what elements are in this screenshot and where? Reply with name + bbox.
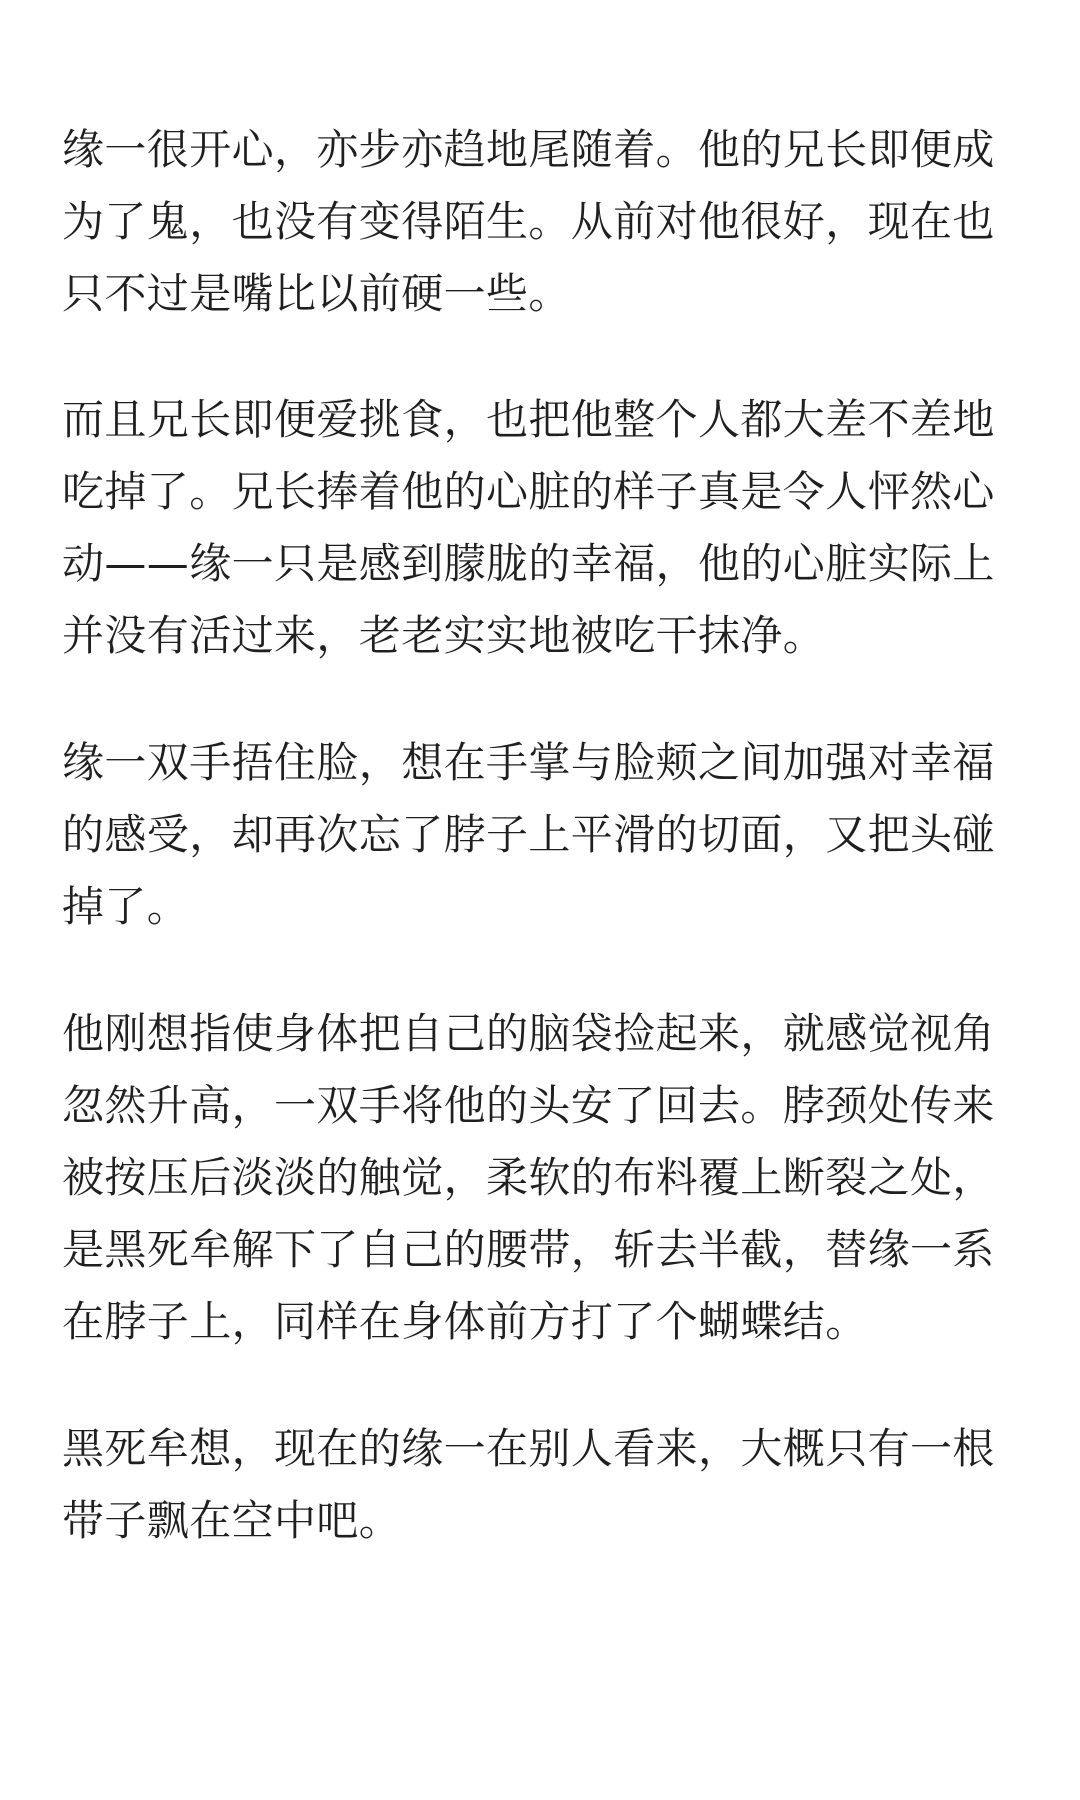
paragraph-2: 而且兄长即便爱挑食，也把他整个人都大差不差地 吃掉了。兄长捧着他的心脏的样子真是令人怦然心 动——缘一只是感到朦胧的幸福，他的心脏实际上 并没有活过来，老老实实地被吃干抹净。: [62, 395, 995, 660]
paragraph-4: 他刚想指使身体把自己的脑袋捡起来，就感觉视角 忽然升高，一双手将他的头安了回去。脖颈处传来 被按压后淡淡的触觉，柔软的布料覆上断裂之处， 是黑死牟解下了自己的腰带，斩去半截，替缘一系 在脖子上，同样在身体前方打了个蝴蝶结。: [62, 1009, 995, 1346]
paragraph-3: 缘一双手捂住脸，想在手掌与脸颊之间加强对幸福 的感受，却再次忘了脖子上平滑的切面，又把头碰 掉了。: [62, 738, 995, 931]
paragraph-5: 黑死牟想，现在的缘一在别人看来，大概只有一根 带子飘在空中吧。: [62, 1424, 995, 1545]
paragraph-1: 缘一很开心，亦步亦趋地尾随着。他的兄长即便成 为了鬼，也没有变得陌生。从前对他很好，现在也 只不过是嘴比以前硬一些。: [62, 125, 995, 318]
